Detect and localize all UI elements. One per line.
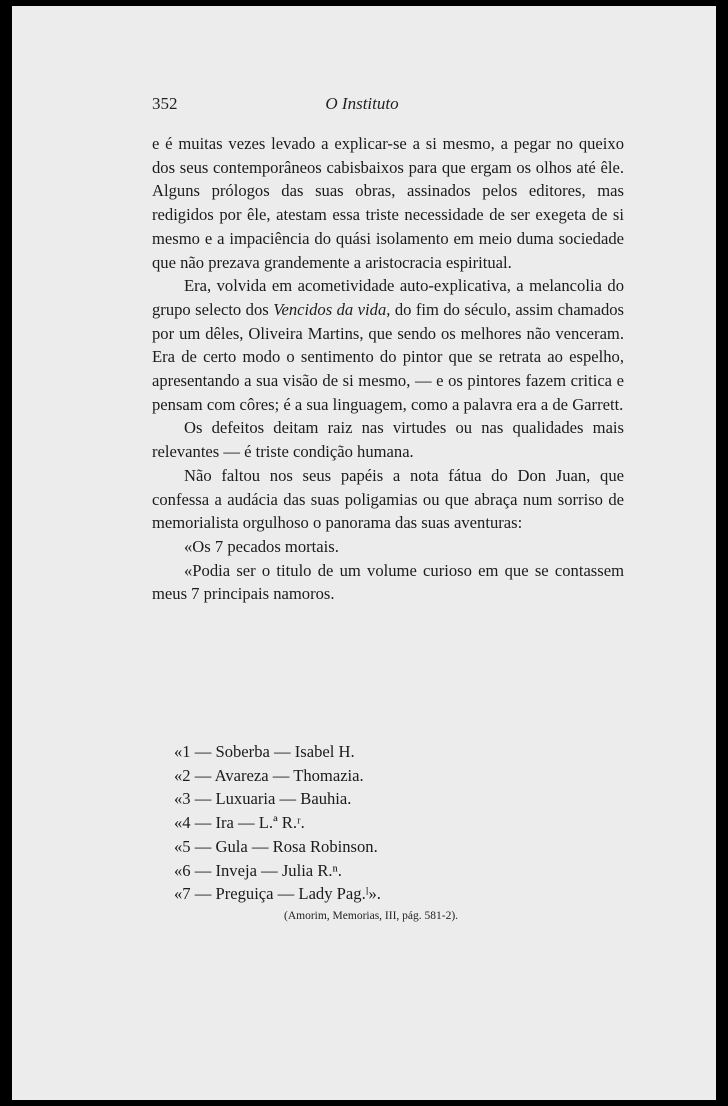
list-item: «2 — Avareza — Thomazia.: [174, 765, 364, 785]
list-item: «5 — Gula — Rosa Robinson.: [174, 836, 378, 856]
list-item: «3 — Luxuaria — Bauhia.: [174, 789, 352, 809]
paragraph: e é muitas vezes levado a explicar-se a si mesmo, a pegar no queixo dos seus contemporâneos cabisbaixos para que ergam os olhos até êle. Alguns prólogos das suas obras, assinados pelos editores, mas redigidos por êle, atestam essa triste necessidade de ser exegeta de si mesmo e a impaciência do quási isolamento em meio duma sociedade que não prezava grandemente a aristocracia espiritual.: [152, 134, 624, 272]
quote-line: «Os 7 pecados mortais.: [184, 536, 339, 556]
paragraph: Os defeitos deitam raiz nas virtudes ou nas qualidades mais relevantes — é triste condição humana.: [152, 418, 624, 462]
book-title: Vencidos da vida,: [273, 299, 391, 319]
citation: (Amorim, Memorias, III, pág. 581-2).: [284, 910, 459, 922]
paragraph: [152, 274, 624, 416]
paragraph-text: do fim do século, assim chamados por um dêles, Oliveira Martins, que sendo os melhores não venceram. Era de certo modo o sentimento do pintor que se retrata ao espelho, apresentando a sua visão de si mesmo, — e os pintores fazem critica e pensam com côres; é a sua linguagem, como a palavra era a de Garrett.: [152, 299, 625, 414]
list-item: «7 — Preguiça — Lady Pag.ˡ».: [174, 884, 381, 904]
list-item: «4 — Ira — L.ª R.ʳ.: [174, 813, 305, 833]
page: [12, 6, 716, 1100]
list-item: «6 — Inveja — Julia R.ⁿ.: [174, 860, 342, 880]
running-title: O Instituto: [325, 94, 399, 113]
paragraph-text: Era, volvida em acometividade auto-explicativa, a melancolia do grupo selecto dos: [152, 276, 624, 319]
sins-list: [174, 740, 594, 906]
page-number: 352: [152, 94, 178, 113]
body-text: [152, 132, 624, 606]
paragraph: Não faltou nos seus papéis a nota fátua do Don Juan, que confessa a audácia das suas poligamias ou que abraça num sorriso de memorialista orgulhoso o panorama das suas aventuras:: [152, 465, 624, 533]
list-item: «1 — Soberba — Isabel H.: [174, 742, 355, 761]
quote-line: «Podia ser o titulo de um volume curioso em que se contassem meus 7 principais namoros.: [152, 560, 624, 604]
running-header: [152, 94, 632, 120]
